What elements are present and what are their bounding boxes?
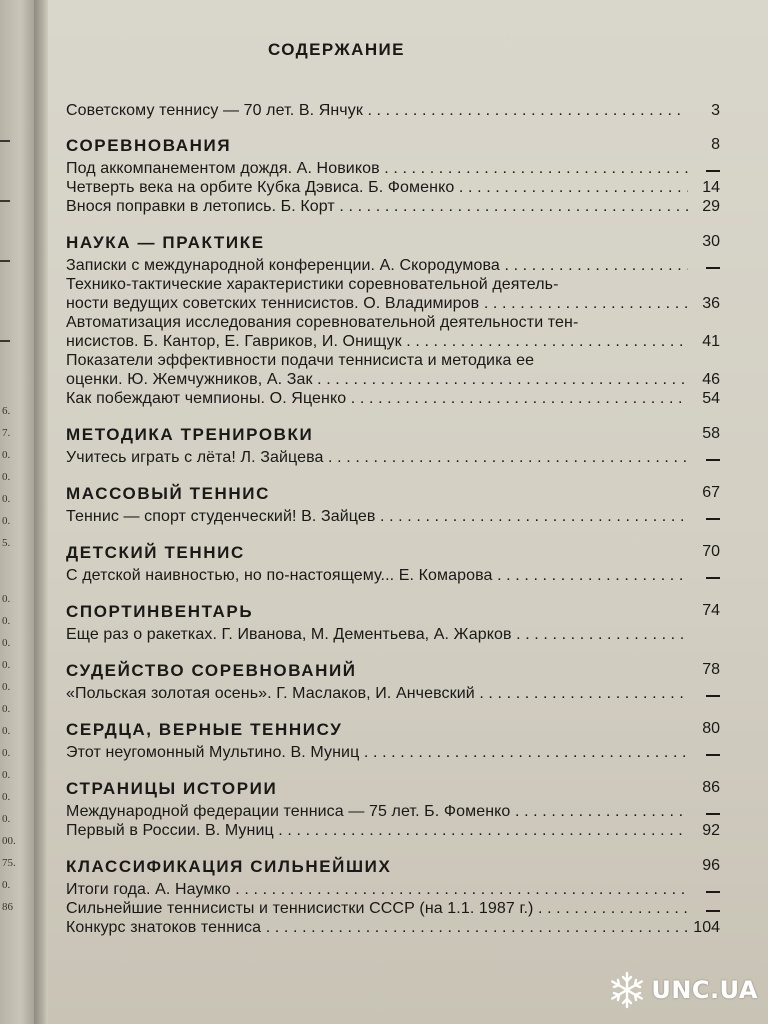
section-page-number: 70 <box>702 543 720 560</box>
page-dash <box>706 170 720 172</box>
toc-entry-line: ности ведущих советских теннисистов. О. Владимиров . . . <box>66 295 688 313</box>
toc-entry: Советскому теннису — 70 лет. В. Янчук . . . <box>66 102 686 120</box>
watermark <box>607 970 758 1010</box>
page-dash <box>706 267 720 269</box>
book-gutter <box>34 0 48 1024</box>
section-page-number: 58 <box>702 425 720 442</box>
toc-entry-line: Международной федерации тенниса — 75 лет. Б. Фоменко . . . <box>66 803 688 821</box>
toc-entry-line: Как побеждают чемпионы. О. Яценко . . . <box>66 390 688 408</box>
margin-mark: 7. <box>2 427 11 439</box>
page-dash <box>706 518 720 520</box>
section-heading: СОРЕВНОВАНИЯ <box>66 136 232 155</box>
toc-entry-line: Первый в России. В. Муниц . . . <box>66 822 688 840</box>
toc-entry-line: Автоматизация исследования соревновательной деятельности тен- <box>66 314 579 331</box>
margin-mark: 0. <box>2 813 11 825</box>
margin-mark: 0. <box>2 515 11 527</box>
margin-dash <box>0 260 10 262</box>
margin-mark: 0. <box>2 879 11 891</box>
toc-entry-line: Записки с международной конференции. А. Скородумова . . . <box>66 257 688 275</box>
toc-entry-line: Под аккомпанементом дождя. А. Новиков . . . <box>66 160 688 178</box>
margin-mark: 0. <box>2 681 11 693</box>
watermark-text: UNC.UA <box>651 976 758 1004</box>
page-dash <box>706 813 720 815</box>
toc-entry-line: Итоги года. А. Наумко . . . <box>66 881 688 899</box>
page-dash <box>706 754 720 756</box>
section-heading: СЕРДЦА, ВЕРНЫЕ ТЕННИСУ <box>66 720 343 739</box>
toc-entry-line: С детской наивностью, но по-настоящему... Е. Комарова . . . <box>66 567 688 585</box>
section-page-number: 8 <box>711 136 720 153</box>
page-dash <box>706 459 720 461</box>
margin-mark: 0. <box>2 747 11 759</box>
section-heading: СТРАНИЦЫ ИСТОРИИ <box>66 779 278 798</box>
page-number: 29 <box>702 198 720 215</box>
section-page-number: 74 <box>702 602 720 619</box>
toc-entry-line: «Польская золотая осень». Г. Маслаков, И. Анчевский . . . <box>66 685 688 703</box>
page-dash <box>706 577 720 579</box>
section-page-number: 80 <box>702 720 720 737</box>
margin-mark: 0. <box>2 637 11 649</box>
section-page-number: 86 <box>702 779 720 796</box>
margin-mark: 0. <box>2 703 11 715</box>
margin-mark: 86 <box>2 901 13 913</box>
margin-mark: 0. <box>2 615 11 627</box>
section-heading: МАССОВЫЙ ТЕННИС <box>66 484 271 503</box>
section-page-number: 67 <box>702 484 720 501</box>
toc-entry-line: Теннис — спорт студенческий! В. Зайцев . . . <box>66 508 688 526</box>
page-number: 3 <box>711 102 720 119</box>
page-dash <box>706 695 720 697</box>
page-number: 41 <box>702 333 720 350</box>
margin-mark: 0. <box>2 791 11 803</box>
snowflake-icon <box>607 970 647 1010</box>
margin-mark: 0. <box>2 493 11 505</box>
page-number: 54 <box>702 390 720 407</box>
section-heading: СПОРТИНВЕНТАРЬ <box>66 602 254 621</box>
section-heading: КЛАССИФИКАЦИЯ СИЛЬНЕЙШИХ <box>66 857 392 876</box>
toc-entry-line: Внося поправки в летопись. Б. Корт . . . <box>66 198 688 216</box>
page-number: 92 <box>702 822 720 839</box>
toc-entry-line: Конкурс знатоков тенниса . . . <box>66 919 688 937</box>
margin-mark: 00. <box>2 835 16 847</box>
page-number: 104 <box>693 919 720 936</box>
section-page-number: 30 <box>702 233 720 250</box>
margin-mark: 6. <box>2 405 11 417</box>
margin-mark: 75. <box>2 857 16 869</box>
toc-entry-line: Показатели эффективности подачи теннисиста и методика ее <box>66 352 535 369</box>
page-number: 36 <box>702 295 720 312</box>
left-page-edge <box>0 0 34 1024</box>
margin-mark: 0. <box>2 471 11 483</box>
toc-entry-line: Этот неугомонный Мультино. В. Муниц . . . <box>66 744 688 762</box>
section-page-number: 96 <box>702 857 720 874</box>
page-title: СОДЕРЖАНИЕ <box>268 40 405 59</box>
section-heading: МЕТОДИКА ТРЕНИРОВКИ <box>66 425 314 444</box>
section-heading: СУДЕЙСТВО СОРЕВНОВАНИЙ <box>66 661 357 680</box>
section-heading: ДЕТСКИЙ ТЕННИС <box>66 543 245 562</box>
section-page-number: 78 <box>702 661 720 678</box>
page-dash <box>706 891 720 893</box>
page-number: 46 <box>702 371 720 388</box>
margin-mark: 0. <box>2 725 11 737</box>
page-number: 14 <box>702 179 720 196</box>
margin-dash <box>0 340 10 342</box>
toc-entry-line: Технико-тактические характеристики соревновательной деятель- <box>66 276 559 293</box>
toc-entry-line: нисистов. Б. Кантор, Е. Гавриков, И. Онищук . . . <box>66 333 688 351</box>
section-heading: НАУКА — ПРАКТИКЕ <box>66 233 265 252</box>
toc-entry-line: Учитесь играть с лёта! Л. Зайцева . . . <box>66 449 688 467</box>
page-dash <box>706 910 720 912</box>
contents-page <box>48 0 768 1024</box>
margin-dash <box>0 140 10 142</box>
toc-entry-line: Еще раз о ракетках. Г. Иванова, М. Дементьева, А. Жарков . . . <box>66 626 688 644</box>
margin-mark: 0. <box>2 449 11 461</box>
toc-entry-line: оценки. Ю. Жемчужников, А. Зак . . . <box>66 371 688 389</box>
margin-mark: 0. <box>2 769 11 781</box>
margin-mark: 0. <box>2 593 11 605</box>
margin-mark: 5. <box>2 537 11 549</box>
toc-entry-line: Сильнейшие теннисисты и теннисистки СССР (на 1.1. 1987 г.) . . . <box>66 900 688 918</box>
margin-dash <box>0 200 10 202</box>
toc-entry-line: Четверть века на орбите Кубка Дэвиса. Б. Фоменко . . . <box>66 179 688 197</box>
margin-mark: 0. <box>2 659 11 671</box>
